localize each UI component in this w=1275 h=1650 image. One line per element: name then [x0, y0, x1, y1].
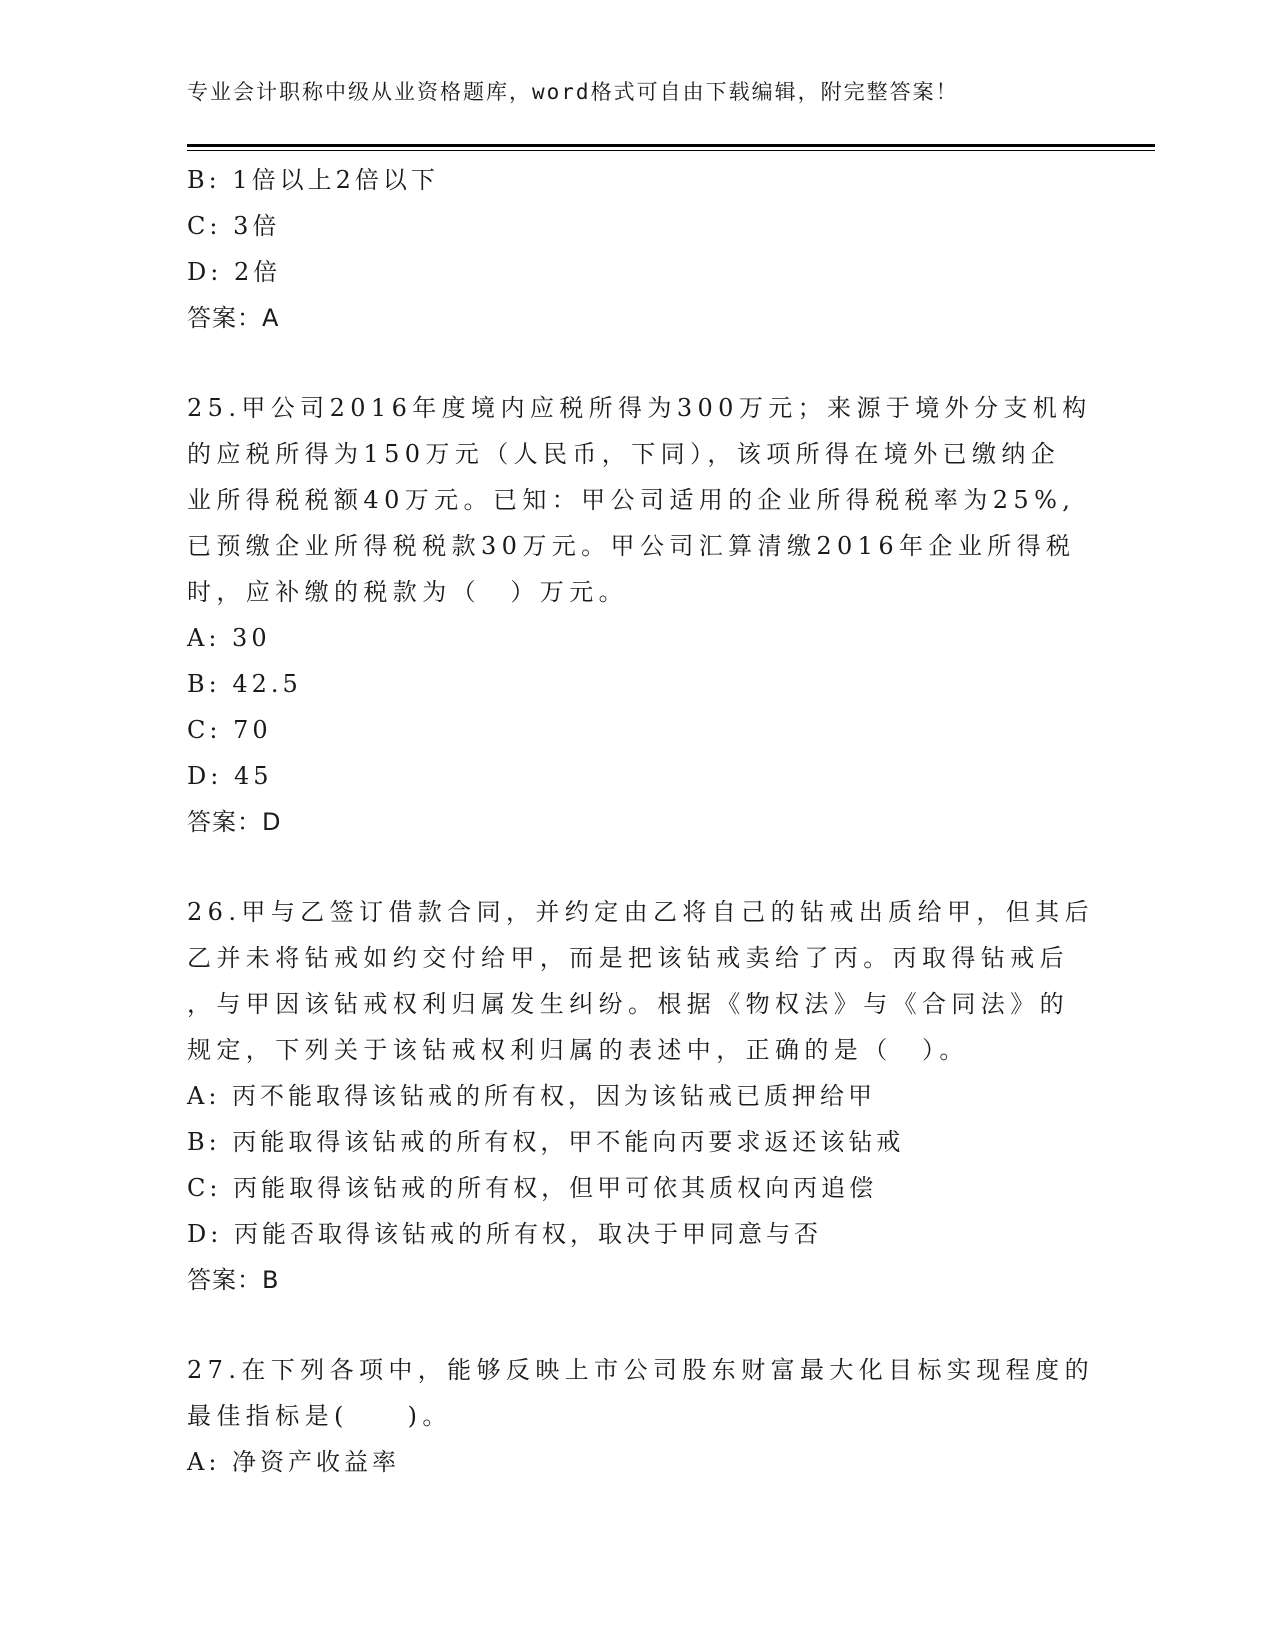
option-a: A: 净资产收益率	[187, 1448, 401, 1476]
question-gap	[187, 845, 1087, 889]
question-content	[187, 157, 1094, 1485]
question-gap	[187, 341, 1087, 385]
question-stem-line: 25.甲公司2016年度境内应税所得为300万元；来源于境外分支机构	[187, 394, 1092, 422]
option-b: B: 丙能取得该钻戒的所有权，甲不能向丙要求返还该钻戒	[187, 1128, 905, 1156]
question-stem-line: 最佳指标是( )。	[187, 1402, 452, 1430]
question-stem-line: 规定，下列关于该钻戒权利归属的表述中，正确的是（ ）。	[187, 1036, 969, 1064]
page-header: 专业会计职称中级从业资格题库，word格式可自由下载编辑，附完整答案！	[187, 80, 959, 104]
question-26	[187, 889, 1094, 1303]
option-c: C: 70	[187, 716, 272, 744]
answer-line: 答案：A	[187, 304, 280, 332]
question-27	[187, 1347, 1094, 1485]
question-stem-line: 业所得税税额40万元。已知：甲公司适用的企业所得税税率为25%,	[187, 486, 1076, 514]
question-24-tail	[187, 157, 1087, 341]
option-a: A: 30	[187, 624, 271, 652]
question-stem-line: 26.甲与乙签订借款合同，并约定由乙将自己的钻戒出质给甲，但其后	[187, 898, 1094, 926]
option-b: B: 1倍以上2倍以下	[187, 166, 439, 194]
question-gap	[187, 1303, 1087, 1347]
question-stem-line: 乙并未将钻戒如约交付给甲，而是把该钻戒卖给了丙。丙取得钻戒后	[187, 944, 1069, 972]
answer-line: 答案：D	[187, 808, 282, 836]
question-stem-line: 时，应补缴的税款为（ ）万元。	[187, 578, 628, 606]
option-d: D: 45	[187, 762, 273, 790]
question-stem-line: 27.在下列各项中，能够反映上市公司股东财富最大化目标实现程度的	[187, 1356, 1094, 1384]
question-stem-line: ，与甲因该钻戒权利归属发生纠纷。根据《物权法》与《合同法》的	[187, 990, 1069, 1018]
question-25	[187, 385, 1092, 845]
question-stem-line: 已预缴企业所得税税款30万元。甲公司汇算清缴2016年企业所得税	[187, 532, 1076, 560]
option-a: A: 丙不能取得该钻戒的所有权，因为该钻戒已质押给甲	[187, 1082, 877, 1110]
answer-line: 答案：B	[187, 1266, 280, 1294]
option-c: C: 3倍	[187, 212, 281, 240]
option-d: D: 2倍	[187, 258, 282, 286]
option-b: B: 42.5	[187, 670, 302, 698]
option-c: C: 丙能取得该钻戒的所有权，但甲可依其质权向丙追偿	[187, 1174, 878, 1202]
header-rule-thick	[187, 144, 1155, 147]
question-stem-line: 的应税所得为150万元（人民币，下同），该项所得在境外已缴纳企	[187, 440, 1061, 468]
option-d: D: 丙能否取得该钻戒的所有权，取决于甲同意与否	[187, 1220, 822, 1248]
header-rule-thin	[187, 150, 1155, 151]
